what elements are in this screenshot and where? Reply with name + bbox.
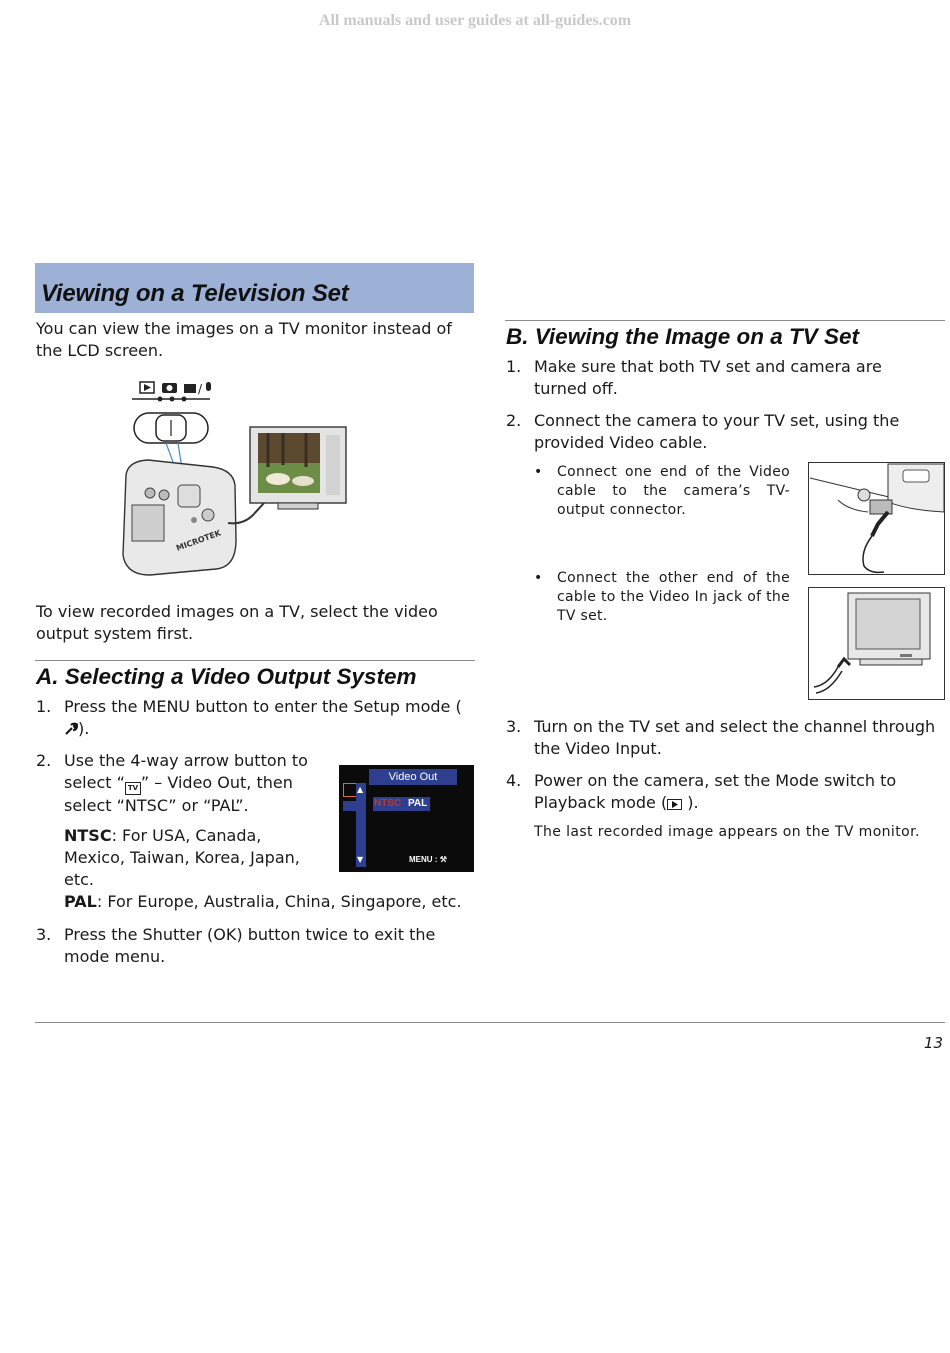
tv-icon: TV bbox=[125, 782, 141, 795]
step-text-part: ” – Video Out, then bbox=[140, 773, 293, 792]
section-b-step-1 bbox=[506, 356, 936, 400]
pal-text: : For Europe, Australia, China, Singapore, etc. bbox=[96, 892, 462, 911]
step-text-part: Power on the camera, set the Mode switch to Playback mode ( bbox=[534, 771, 897, 812]
step-number: 1. bbox=[506, 357, 522, 376]
pal-option: PAL bbox=[408, 798, 428, 809]
step-number: 1. bbox=[36, 697, 52, 716]
bullet-dot: • bbox=[534, 464, 543, 480]
playback-note: The last recorded image appears on the TV monitor. bbox=[534, 824, 920, 840]
pal-description bbox=[64, 891, 474, 913]
tv-jack-illustration bbox=[808, 587, 945, 700]
wrench-icon: ⚒ bbox=[439, 855, 447, 864]
section-a-step-1 bbox=[36, 696, 466, 740]
bullet-dot: • bbox=[534, 570, 543, 586]
step-number: 3. bbox=[36, 925, 52, 944]
svg-text:MICROTEK: MICROTEK bbox=[175, 528, 223, 553]
bullet-tv-jack bbox=[534, 569, 790, 626]
menu-footer bbox=[409, 855, 447, 864]
step-text-part: select “ bbox=[64, 773, 125, 792]
wrench-tab-icon bbox=[343, 801, 357, 811]
ntsc-text: : For USA, Canada, Mexico, Taiwan, Korea, Japan, etc. bbox=[64, 826, 300, 889]
step-number: 3. bbox=[506, 717, 522, 736]
section-b-heading: B. Viewing the Image on a TV Set bbox=[506, 324, 859, 349]
step-line: select “NTSC” or “PAL”. bbox=[64, 796, 249, 815]
section-b-rule bbox=[505, 320, 945, 321]
wrench-icon bbox=[64, 722, 78, 736]
step-text bbox=[534, 770, 936, 814]
step-text: Connect the camera to your TV set, using the provided Video cable. bbox=[534, 411, 900, 452]
pal-label: PAL bbox=[64, 892, 97, 911]
step-number: 2. bbox=[36, 751, 52, 770]
bullet-text: Connect one end of the Video cable to the camera’s TV-output connector. bbox=[557, 464, 790, 518]
menu-header: Video Out bbox=[369, 769, 457, 785]
section-a-step-3 bbox=[36, 924, 466, 968]
watermark: All manuals and user guides at all-guides.com bbox=[318, 12, 632, 29]
ntsc-description bbox=[64, 825, 319, 891]
down-arrow-icon: ▼ bbox=[357, 855, 364, 864]
section-b-step-2 bbox=[506, 410, 936, 454]
page-title-band bbox=[35, 263, 474, 313]
bullet-text: Connect the other end of the cable to the Video In jack of the TV set. bbox=[557, 570, 790, 624]
up-arrow-icon: ▲ bbox=[357, 785, 364, 794]
camera-tab-icon bbox=[343, 783, 357, 797]
page-number: 13 bbox=[923, 1034, 943, 1052]
step-text bbox=[64, 696, 466, 740]
step-line: Use the 4-way arrow button to bbox=[64, 751, 308, 770]
page-title: Viewing on a Television Set bbox=[41, 280, 349, 307]
camera-connector-illustration bbox=[808, 462, 945, 575]
intro-text: You can view the images on a TV monitor instead of the LCD screen. bbox=[36, 319, 452, 360]
ntsc-label: NTSC bbox=[64, 826, 112, 845]
video-out-menu-screen bbox=[339, 765, 474, 872]
bullet-camera-connector bbox=[534, 463, 790, 520]
step-text: Press the Shutter (OK) button twice to exit the mode menu. bbox=[64, 925, 436, 966]
ntsc-option: NTSC bbox=[374, 798, 402, 809]
step-text-part: ). bbox=[78, 719, 90, 738]
svg-text:/: / bbox=[198, 382, 203, 396]
section-a-rule bbox=[35, 660, 475, 661]
step-text-part: Press the MENU button to enter the Setup mode ( bbox=[64, 697, 462, 716]
step-text: Make sure that both TV set and camera are turned off. bbox=[534, 357, 882, 398]
section-b-step-4 bbox=[506, 770, 936, 814]
step-text-part: ). bbox=[682, 793, 699, 812]
step-number: 4. bbox=[506, 771, 522, 790]
section-b-step-3 bbox=[506, 716, 936, 760]
play-icon bbox=[667, 799, 682, 810]
mode-switch-icons bbox=[132, 382, 211, 402]
camera-tv-illustration bbox=[118, 375, 353, 580]
record-instruction-text: To view recorded images on a TV, select the video output system first. bbox=[36, 602, 438, 643]
section-a-heading: A. Selecting a Video Output System bbox=[36, 664, 417, 689]
footer-rule bbox=[35, 1022, 945, 1023]
step-number: 2. bbox=[506, 411, 522, 430]
step-text: Turn on the TV set and select the channel through the Video Input. bbox=[534, 717, 936, 758]
menu-footer-label: MENU : bbox=[409, 855, 438, 864]
